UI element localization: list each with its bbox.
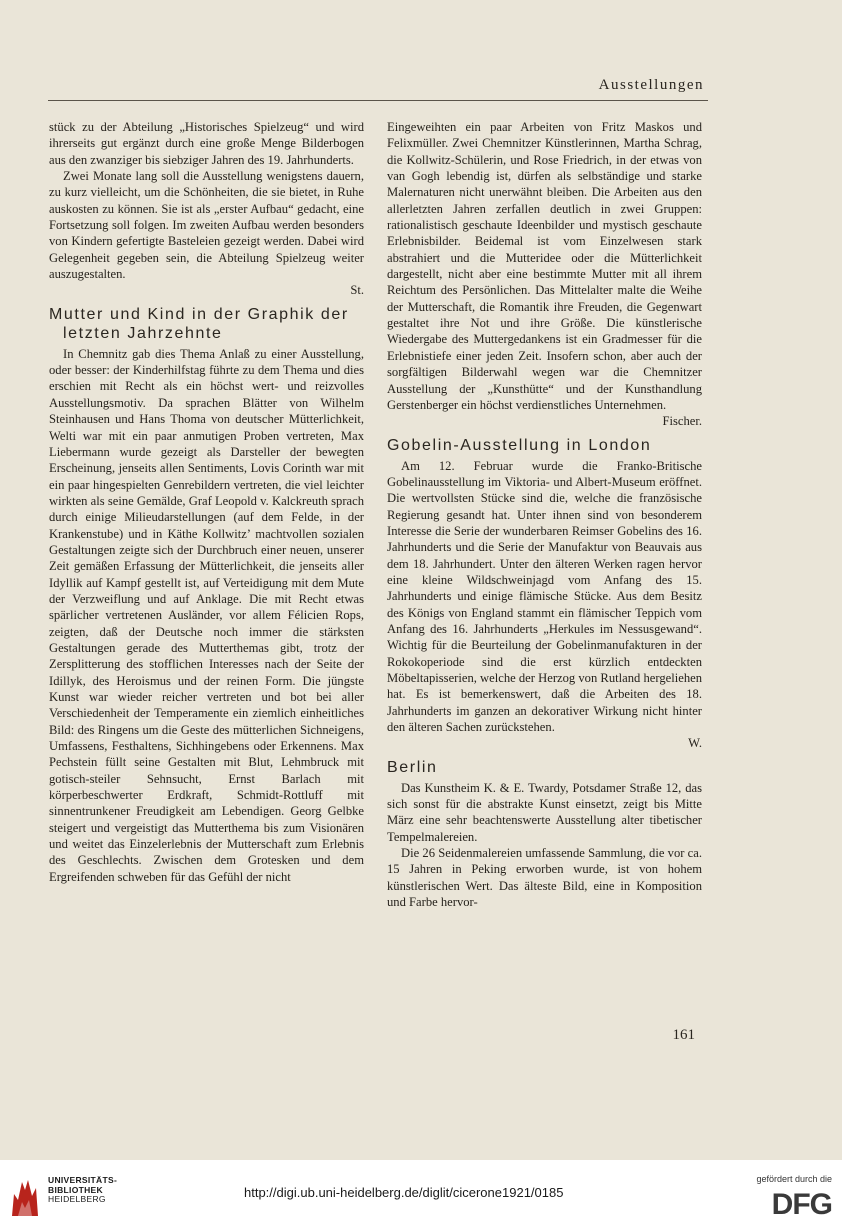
university-seal-icon bbox=[8, 1174, 42, 1218]
paragraph: Die 26 Seidenmalereien umfassende Sammlung, die vor ca. 15 Jahren in Peking erworben wurde, ist von hohem künstlerischen Wert. Das älteste Bild, eine in Komposition und Farbe hervor- bbox=[387, 846, 702, 910]
dfg-logo: DFG bbox=[771, 1188, 832, 1221]
author-signature: W. bbox=[688, 736, 702, 751]
section-heading: Berlin bbox=[387, 758, 438, 776]
running-head: Ausstellungen bbox=[598, 77, 704, 93]
paragraph: Eingeweihten ein paar Arbeiten von Fritz Maskos und Felixmüller. Zwei Chemnitzer Künstlerinnen, Martha Schrag, die Kollwitz-Schülerin, und Rose Friedrich, in der etwas von van Gogh lebendig ist, dürfen als selbständige und starke Malernaturen nicht unerwähnt bleiben. Die Arbeiten aus den allerletzten Jahren zerfallen deutlich in zwei Gruppen: rationalistisch geschaute Ideenbilder und mystisch geschaute Erlebnisbilder. Beidemal ist vom Einzelwesen stark abstrahiert und die Mutteridee oder die Mütterlichkeit dargestellt, nicht aber eine bestimmte Mutter mit all ihrem Reichtum des Persönlichen. Das Mittelalter malte die Weihe der Mutterschaft, die Romantik ihre Freuden, die Gegenwart gestaltet ihre Not und ihre Größe. Die künstlerische Wiedergabe des Muttergedankens ist ein Gradmesser für die Erlebnistiefe einer jeden Zeit. Insofern schon, aber auch der sorgfältigen Bilderwahl wegen war die Chemnitzer Ausstellung der „Kunsthütte“ und der Kunsthandlung Gerstenberger ein höchst verdienstliches Unternehmen. bbox=[387, 120, 702, 412]
university-name: UNIVERSITÄTS- BIBLIOTHEK HEIDELBERG bbox=[48, 1175, 118, 1204]
paragraph: Das Kunstheim K. & E. Twardy, Potsdamer Straße 12, das sich sonst für die abstrakte Kunst einsetzt, zeigt bis Mitte März eine sehr beachtenswerte Ausstellung alter tibetischer Tempelmalereien. bbox=[387, 780, 702, 844]
paragraph: In Chemnitz gab dies Thema Anlaß zu einer Ausstellung, oder besser: der Kinderhilfstag führte zu dem Thema und dies erschien mit Recht als ein höchst wert- und reizvolles Ausstellungsmotiv. Da sprachen Blätter von Wilhelm Steinhausen und Hans Thoma von deutscher Mütterlichkeit, Welti war mit ein paar anmutigen Proben vertreten, Max Liebermann wurde gezeigt als Darsteller der bewegten Erscheinung, jenseits allen Sentiments, Lovis Corinth war mit ein paar hingespielten Genrebildern vertreten, die viel leichter wirkten als seine Gemälde, Graf Leopold v. Kalckreuth sprach durch einige Milieudarstellungen (auf dem Felde, in der Krankenstube) und in Käthe Kollwitz’ machtvollen sozialen Gestaltungen zeigte sich der Durchbruch einer neuen, unserer Zeit gemäßen Erfassung der Mütterlichkeit, die jenseits aller Idyllik auf Kampf gestellt ist, auf Verteidigung mit dem Mute der Verzweiflung und auf Anklage. Die mit Recht etwas spärlicher vertretenen Ausländer, vor allem Félicien Rops, zeigten, daß der Deutsche noch immer die stärksten Gestaltungen gerade des Mutterthemas gibt, trotz der Zersplitterung des stofflichen Interesses nach der Seite der Idillyk, des Heroismus und der reinen Form. Die jüngste Kunst war wieder reicher vertreten und bot bei aller Verschiedenheit der Temperamente ein ziemlich einheitliches Bild: des Ringens um die Geste des mütterlichen Sichneigens, Umfassens, Festhaltens, Sichhingebens oder Erkennens. Max Pechstein füllt seine Gestalten mit Blut, Lehmbruck mit gotisch-steiler Sehnsucht, Ernst Barlach mit körperbeschwerter Erdkraft, Schmidt-Rottluff mit sinnentrunkener Freudigkeit am Lebendigen. Georg Gelbke steigert und vergeistigt das Mutterthema bis zum Visionären und weitet das Einzelerlebnis der Mutterschaft zum Erlebnis des Geschlechts. Zwischen dem Grotesken und dem Ergreifenden schweben für das Gefühl der nicht bbox=[49, 346, 364, 884]
left-column bbox=[49, 119, 364, 885]
paragraph: stück zu der Abteilung „Historisches Spielzeug“ und wird ihrerseits gut ergänzt durch eine große Menge Bilderbogen aus den zwanziger bis siebziger Jahren des 19. Jahrhunderts. bbox=[49, 120, 364, 167]
digitization-footer bbox=[0, 1160, 842, 1227]
author-signature: St. bbox=[350, 283, 364, 298]
section-heading: Gobelin-Ausstellung in London bbox=[387, 436, 652, 454]
page-number: 161 bbox=[672, 1027, 695, 1043]
funding-text: gefördert durch die bbox=[756, 1174, 832, 1184]
section-heading bbox=[49, 305, 364, 343]
author-signature: Fischer. bbox=[662, 414, 702, 429]
right-column bbox=[387, 119, 702, 910]
paragraph: Zwei Monate lang soll die Ausstellung wenigstens dauern, zu kurz vielleicht, um die Schönheiten, die sie bietet, in Ruhe auskosten zu können. Sie ist als „erster Aufbau“ gedacht, eine Fortsetzung soll folgen. Im zweiten Aufbau werden besonders von Kindern gefertigte Basteleien gezeigt werden. Dabei wird Gelegenheit gegeben sein, die Abteilung Spielzeug weiter auszugestalten. bbox=[49, 169, 364, 282]
header-rule bbox=[48, 100, 708, 101]
heading-line: letzten Jahrzehnte bbox=[63, 324, 223, 342]
source-url-link[interactable]: http://digi.ub.uni-heidelberg.de/diglit/cicerone1921/0185 bbox=[244, 1185, 564, 1200]
paragraph: Am 12. Februar wurde die Franko-Britische Gobelinausstellung im Viktoria- und Albert-Museum eröffnet. Die wertvollsten Stücke sind die, welche die französische Regierung gesandt hat. Unter ihnen sind von besonderem Interesse die Serie der wunderbaren Reimser Gobelins des 16. Jahrhunderts und die Serie der Manufaktur von Beauvais aus dem 18. Jahrhundert. Unter den älteren Werken ragen hervor eine kleine Wildschweinjagd vom Anfang des 15. Jahrhunderts und einige flämische Stücke. Aus dem Besitz des Königs von England stammt ein flämischer Teppich vom Anfang des 16. Jahrhunderts „Herkules im Nessusgewand“. Wichtig für die Beurteilung der Gobelinmanufakturen in der Rokokoperiode sind die erst kürzlich entdeckten Möbeltapisserien, welche der Herzog von Rutland hergeliehen hat. Es ist bemerkenswert, daß die Arbeiten des 18. Jahrhunderts im ganzen an dekorativer Wirkung nicht hinter den älteren Sachen zurückstehen. bbox=[387, 458, 702, 735]
heading-line: Mutter und Kind in der Graphik der bbox=[49, 305, 349, 323]
